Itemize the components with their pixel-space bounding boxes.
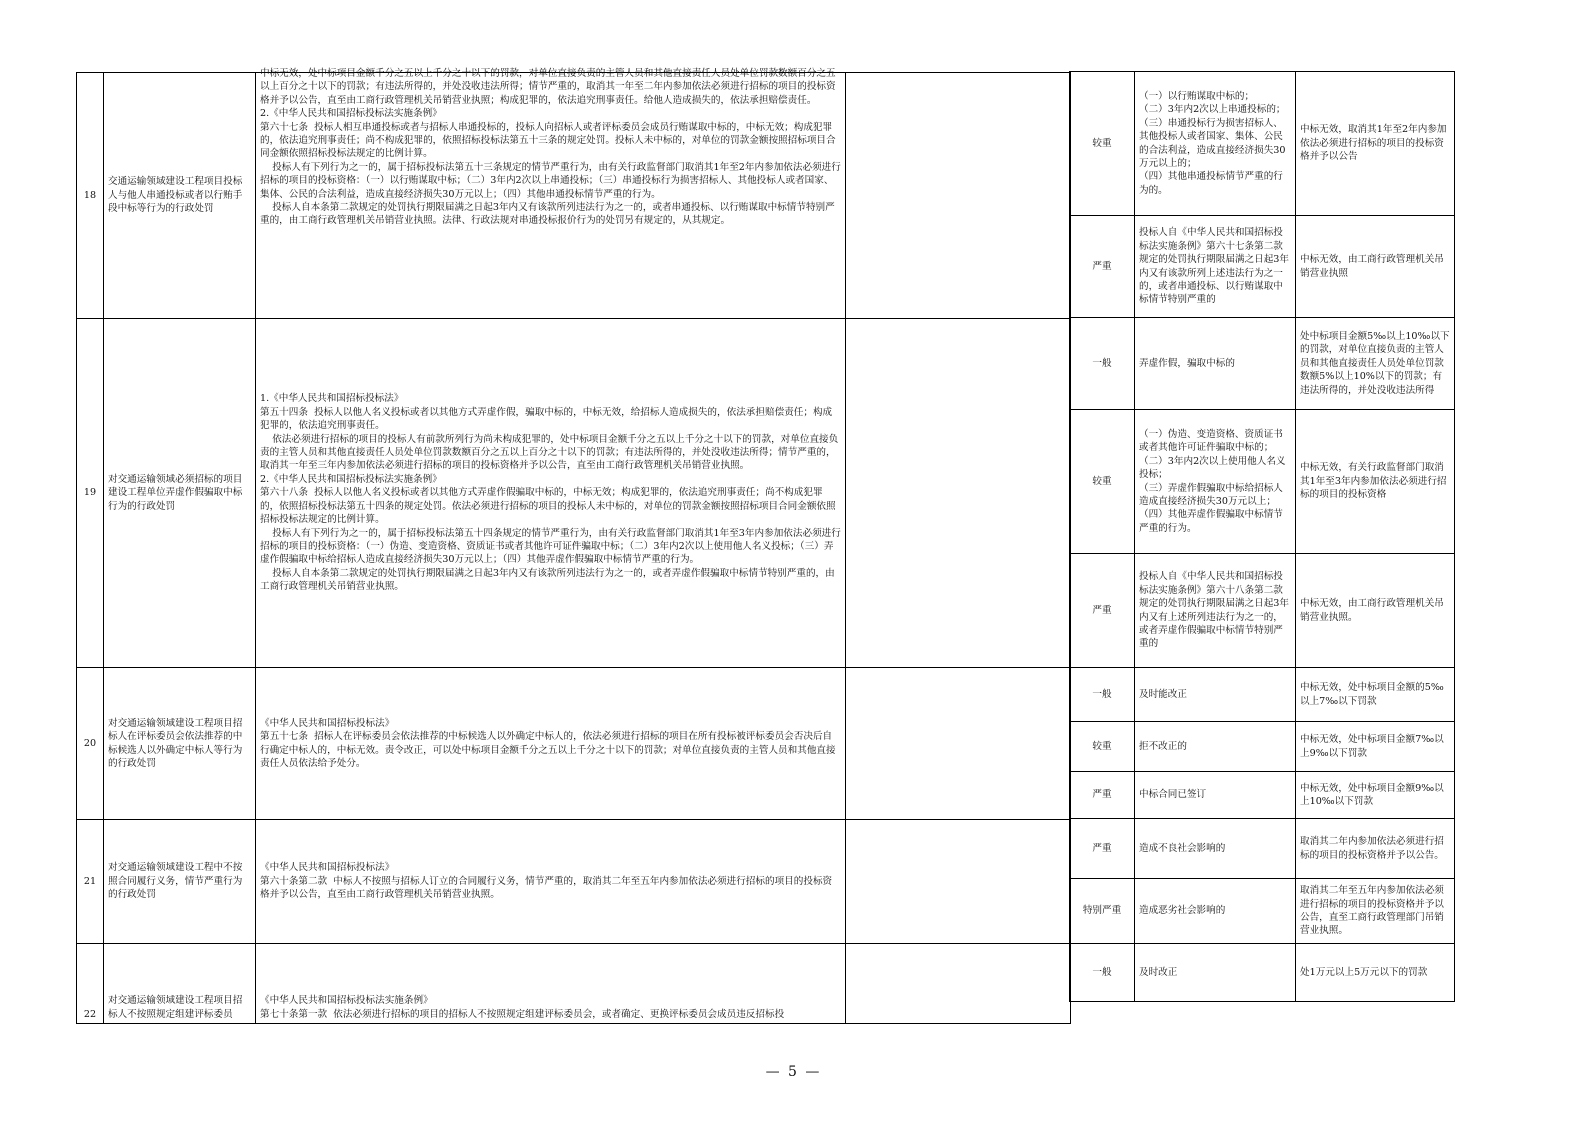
circumstance: （一）以行贿谋取中标的； （二）3年内2次以上串通投标的； （三）串通投标行为损害招标人、其他投标人或者国家、集体、公民的合法利益，造成直接经济损失30万元以上的； （四）其他串通投标情节严重的行为的。 <box>1135 72 1296 216</box>
penalty-standard: 处中标项目金额5‰以上10‰以下的罚款，对单位直接负责的主管人员和其他直接责任人员处单位罚款数额5%以上10%以下的罚款；有违法所得的，并处没收违法所得 <box>1296 318 1455 410</box>
blank-cell <box>846 668 1071 820</box>
circumstance: 拒不改正的 <box>1135 722 1296 772</box>
table-row <box>77 820 1071 944</box>
severity-level: 较重 <box>1070 722 1135 772</box>
circumstance: （一）伪造、变造资格、资质证书或者其他许可证件骗取中标的； （二）3年内2次以上使用他人名义投标； （三）弄虚作假骗取中标给招标人造成直接经济损失30万元以上； （四）其他弄虚作假骗取中标情节严重的行为。 <box>1135 410 1296 554</box>
penalty-standard: 取消其二年内参加依法必须进行招标的项目的投标资格并予以公告。 <box>1296 819 1455 879</box>
penalty-standard: 中标无效，处中标项目金额9‰以上10‰以下罚款 <box>1296 772 1455 819</box>
severity-level: 严重 <box>1070 819 1135 879</box>
severity-level: 严重 <box>1070 216 1135 318</box>
penalty-standard: 取消其二年至五年内参加依法必须进行招标的项目的投标资格并予以公告，直至工商行政管理部门吊销营业执照。 <box>1296 879 1455 944</box>
table-row <box>1070 772 1455 819</box>
blank-cell <box>846 319 1071 668</box>
blank-cell <box>846 820 1071 944</box>
table-row <box>1070 879 1455 944</box>
severity-level: 较重 <box>1070 72 1135 216</box>
penalty-standard: 中标无效，取消其1年至2年内参加依法必须进行招标的项目的投标资格并予以公告 <box>1296 72 1455 216</box>
row-number: 22 <box>77 944 104 1024</box>
circumstance: 投标人自《中华人民共和国招标投标法实施条例》第六十七条第二款规定的处罚执行期限届满之日起3年内又有该款所列上述违法行为之一的，或者串通投标、以行贿谋取中标情节特别严重的 <box>1135 216 1296 318</box>
legal-basis: 《中华人民共和国招标投标法实施条例》 第七十条第一款 依法必须进行招标的项目的招标人不按照规定组建评标委员会，或者确定、更换评标委员会成员违反招标投 <box>260 995 785 1020</box>
table-row <box>1070 944 1455 1002</box>
violation-item: 交通运输领域建设工程项目投标人与他人串通投标或者以行贿手段中标等行为的行政处罚 <box>104 73 256 319</box>
circumstance: 中标合同已签订 <box>1135 772 1296 819</box>
row-number: 19 <box>77 319 104 668</box>
penalty-standard: 处1万元以上5万元以下的罚款 <box>1296 944 1455 1002</box>
legal-basis: 1.《中华人民共和国招标投标法》 第五十四条 投标人以他人名义投标或者以其他方式弄虚作假，骗取中标的，中标无效，给招标人造成损失的，依法承担赔偿责任；构成犯罪的，依法追究刑事责任。 依法必须进行招标的项目的投标人有前款所列行为尚未构成犯罪的，处中标项目金额千分之五以上千分之十以下的罚款，对单位直接负责的主管人员和其他直接责任人员处单位罚款数额百分之五以上百分之十以下的罚款；有违法所得的，并处没收违法所得；情节严重的，取消其一年至三年内参加依法必须进行招标的项目的投标资格并予以公告，直至由工商行政管理机关吊销营业执照。 2.《中华人民共和国招标投标法实施条例》 第六十八条 投标人以他人名义投标或者以其他方式弄虚作假骗取中标的，中标无效；构成犯罪的，依法追究刑事责任；尚不构成犯罪的，依照招标投标法第五十四条的规定处罚。依法必须进行招标的项目的投标人未中标的，对单位的罚款金额按照招标项目合同金额依照 招标投标法规定的比例计算。 投标人有下列行为之一的，属于招标投标法第五十四条规定的情节严重行为，由有关行政监督部门取消其1年至3年内参加依法必须进行招标的项目的投标资格：（一）伪造、变造资格、资质证书或者其他许可证件骗取中标；（二）3年内2次以上使用他人名义投标；（三）弄虚作假骗取中标给招标人造成直接经济损失30万元以上；（四）其他弄虚作假骗取中标情节严重的行为。 投标人自本条第二款规定的处罚执行期限届满之日起3年内又有该款所列违法行为之一的，或者弄虚作假骗取中标情节特别严重的，由工商行政管理机关吊销营业执照。 <box>260 393 841 593</box>
table-row <box>1070 318 1455 410</box>
page-number: — 5 — <box>765 1064 822 1080</box>
penalty-standard: 中标无效，处中标项目金额7‰以上9‰以下罚款 <box>1296 722 1455 772</box>
table-row <box>77 319 1071 668</box>
table-row <box>1070 668 1455 722</box>
violation-item: 对交通运输领域建设工程项目招标人不按照规定组建评标委员 <box>104 944 256 1024</box>
circumstance: 弄虚作假，骗取中标的 <box>1135 318 1296 410</box>
table-row <box>1070 722 1455 772</box>
legal-basis-cell <box>256 820 846 944</box>
table-row <box>77 944 1071 1024</box>
circumstance: 造成不良社会影响的 <box>1135 819 1296 879</box>
circumstance: 投标人自《中华人民共和国招标投标法实施条例》第六十八条第二款规定的处罚执行期限届满之日起3年内又有上述所列违法行为之一的，或者弄虚作假骗取中标情节特别严重的 <box>1135 554 1296 668</box>
violation-item: 对交通运输领域建设工程中不按照合同履行义务，情节严重行为的行政处罚 <box>104 820 256 944</box>
legal-basis-cell <box>256 944 846 1024</box>
circumstance: 及时能改正 <box>1135 668 1296 722</box>
violation-item: 对交通运输领域必须招标的项目建设工程单位弄虚作假骗取中标行为的行政处罚 <box>104 319 256 668</box>
legal-basis: 《中华人民共和国招标投标法》 第六十条第二款 中标人不按照与招标人订立的合同履行义务，情节严重的，取消其二年至五年内参加依法必须进行招标的项目的投标资格并予以公告，直至由工商行政管理机关吊销营业执照。 <box>260 862 833 901</box>
table-row <box>1070 410 1455 554</box>
severity-level: 特别严重 <box>1070 879 1135 944</box>
legal-basis-cell <box>256 319 846 668</box>
penalty-table <box>1069 71 1455 1002</box>
severity-level: 较重 <box>1070 410 1135 554</box>
blank-cell <box>846 73 1071 319</box>
severity-level: 严重 <box>1070 772 1135 819</box>
circumstance: 造成恶劣社会影响的 <box>1135 879 1296 944</box>
penalty-standard: 中标无效，由工商行政管理机关吊销营业执照。 <box>1296 554 1455 668</box>
severity-level: 一般 <box>1070 944 1135 1002</box>
items-table <box>76 68 1071 1024</box>
table-row <box>77 73 1071 319</box>
legal-basis: 中标无效，处中标项目金额千分之五以上千分之十以下的罚款，对单位直接负责的主管人员和其他直接责任人员处单位罚款数额百分之五以上百分之十以下的罚款；有违法所得的，并处没收违法所得；情节严重的，取消其一年至二年内参加依法必须进行招标的项目的投标资格并予以公告，直至由工商行政管理机关吊销营业执照；构成犯罪的，依法追究刑事责任。给他人造成损失的，依法承担赔偿责任。 2.《中华人民共和国招标投标法实施条例》 第六十七条 投标人相互串通投标或者与招标人串通投标的，投标人向招标人或者评标委员会成员行贿谋取中标的，中标无效；构成犯罪的，依法追究刑事责任；尚不构成犯罪的，依照招标投标法第五十三条的规定处罚。投标人未中标的，对单位的罚款金额按照招标项目合同金额依照招标投标法规定的比例计算。 投标人有下列行为之一的，属于招标投标法第五十三条规定的情节严重行为，由有关行政监督部门取消其1年至2年内参加依法必须进行招标的项目的投标资格：（一）以行贿谋取中标；（二）3年内2次以上串通投标；（三）串通投标行为损害招标人、其他投标人或者国家、集体、公民的合法利益，造成直接经济损失30万元以上；（四）其他串通投标情节严重的行为。 投标人自本条第二款规定的处罚执行期限届满之日起3年内又有该款所列违法行为之一的，或者串通投标、以行贿谋取中标情节特别严重的，由工商行政管理机关吊销营业执照。法律、行政法规对串通投标报价行为的处罚另有规定的，从其规定。 <box>260 68 841 227</box>
table-row <box>1070 72 1455 216</box>
blank-cell <box>846 944 1071 1024</box>
table-row <box>1070 819 1455 879</box>
penalty-standard: 中标无效，由工商行政管理机关吊销营业执照 <box>1296 216 1455 318</box>
row-number: 18 <box>77 73 104 319</box>
violation-item: 对交通运输领域建设工程项目招标人在评标委员会依法推荐的中标候选人以外确定中标人等行为的行政处罚 <box>104 668 256 820</box>
severity-level: 严重 <box>1070 554 1135 668</box>
severity-level: 一般 <box>1070 318 1135 410</box>
legal-basis-cell <box>256 668 846 820</box>
table-row <box>1070 554 1455 668</box>
legal-basis: 《中华人民共和国招标投标法》 第五十七条 招标人在评标委员会依法推荐的中标候选人以外确定中标人的，依法必须进行招标的项目在所有投标被评标委员会否决后自行确定中标人的，中标无效。责令改正，可以处中标项目金额千分之五以上千分之十以下的罚款；对单位直接负责的主管人员和其他直接责任人员依法给予处分。 <box>260 717 836 769</box>
legal-basis-cell <box>256 68 846 319</box>
right-table-frame <box>1069 71 1454 1003</box>
left-table-frame <box>76 68 1070 1020</box>
table-row <box>77 668 1071 820</box>
row-number: 21 <box>77 820 104 944</box>
severity-level: 一般 <box>1070 668 1135 722</box>
circumstance: 及时改正 <box>1135 944 1296 1002</box>
penalty-standard: 中标无效，有关行政监督部门取消其1年至3年内参加依法必须进行招标的项目的投标资格 <box>1296 410 1455 554</box>
penalty-standard: 中标无效，处中标项目金额的5‰以上7‰以下罚款 <box>1296 668 1455 722</box>
table-row <box>1070 216 1455 318</box>
row-number: 20 <box>77 668 104 820</box>
